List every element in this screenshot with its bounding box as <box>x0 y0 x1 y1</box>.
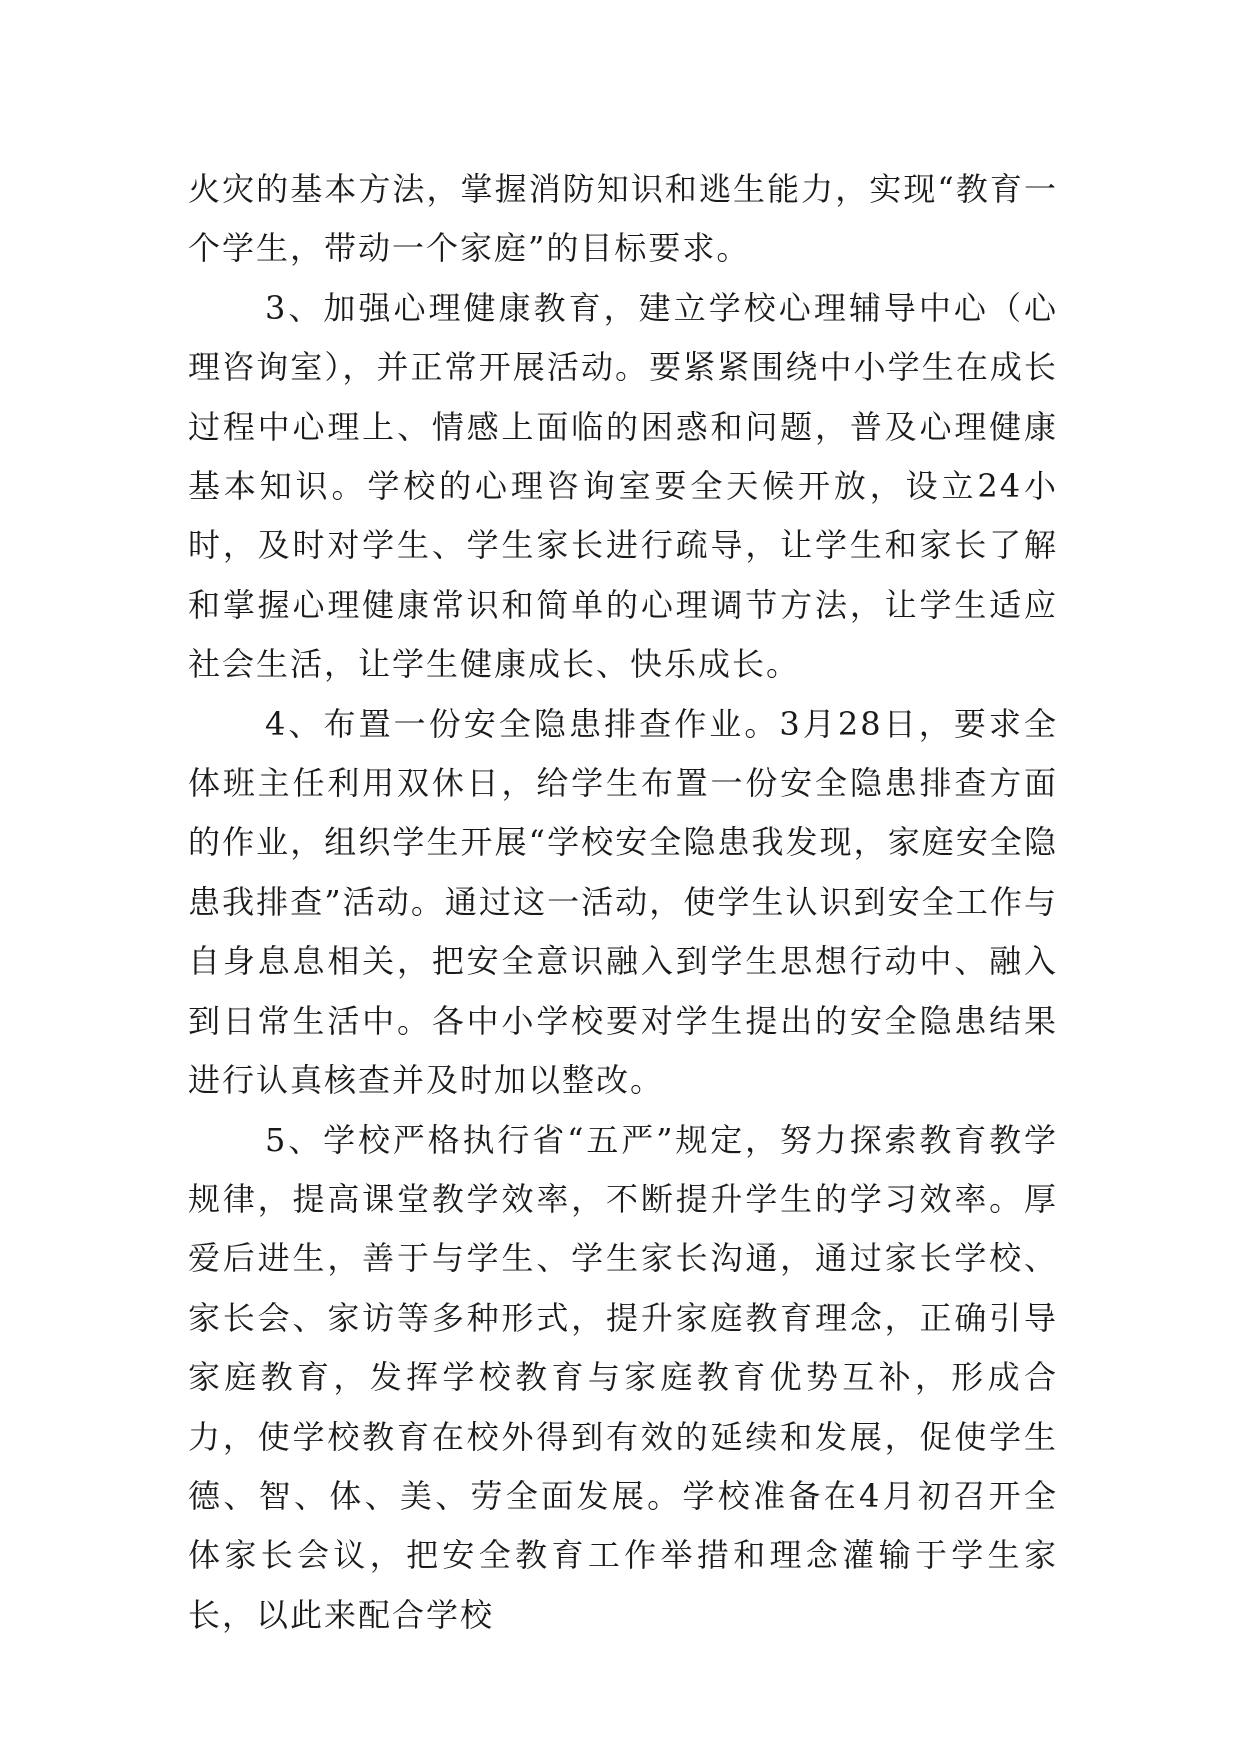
paragraph-mental-health: 3、加强心理健康教育，建立学校心理辅导中心（心理咨询室），并正常开展活动。要紧紧围绕中小学生在成长过程中心理上、情感上面临的困惑和问题，普及心理健康基本知识。学校的心理咨询室要全天候开放，设立24小时，及时对学生、学生家长进行疏导，让学生和家长了解和掌握心理健康常识和简单的心理调节方法，让学生适应社会生活，让学生健康成长、快乐成长。 <box>188 288 1058 684</box>
paragraph-five-strict-rules: 5、学校严格执行省“五严”规定，努力探索教育教学规律，提高课堂教学效率，不断提升学生的学习效率。厚爱后进生，善于与学生、学生家长沟通，通过家长学校、家长会、家访等多种形式，提升家庭教育理念，正确引导家庭教育，发挥学校教育与家庭教育优势互补，形成合力，使学校教育在校外得到有效的延续和发展，促使学生德、智、体、美、劳全面发展。学校准备在4月初召开全体家长会议，把安全教育工作举措和理念灌输于学生家长，以此来配合学校 <box>188 1120 1058 1634</box>
paragraph-hazard-homework: 4、布置一份安全隐患排查作业。3月28日，要求全体班主任利用双休日，给学生布置一份安全隐患排查方面的作业，组织学生开展“学校安全隐患我发现，家庭安全隐患我排查”活动。通过这一活动，使学生认识到安全工作与自身息息相关，把安全意识融入到学生思想行动中、融入到日常生活中。各中小学校要对学生提出的安全隐患结果进行认真核查并及时加以整改。 <box>188 704 1058 1100</box>
document-body <box>188 160 1058 1645</box>
paragraph-fire-safety: 火灾的基本方法，掌握消防知识和逃生能力，实现“教育一个学生，带动一个家庭”的目标要求。 <box>188 170 1058 268</box>
